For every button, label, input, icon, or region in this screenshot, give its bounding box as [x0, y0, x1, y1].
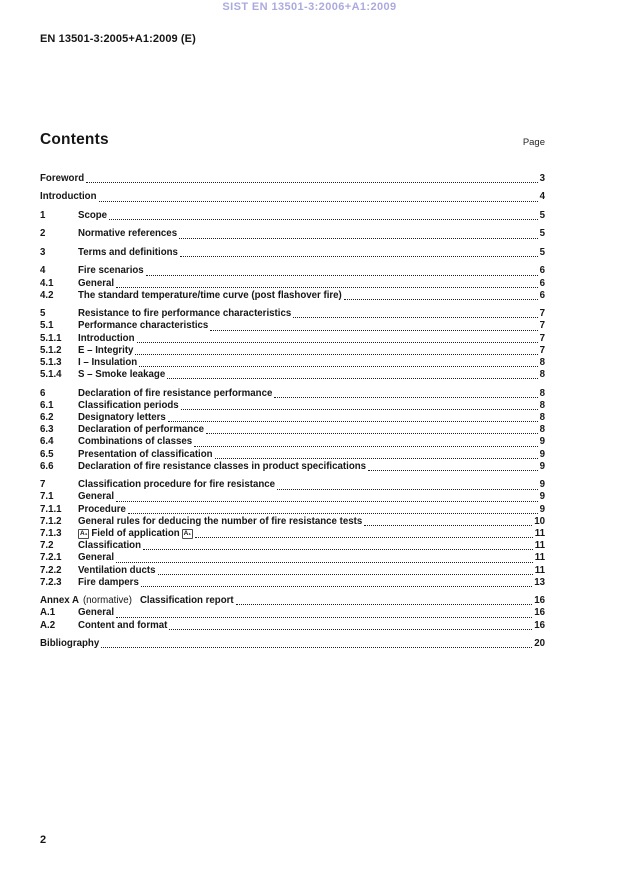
dot-leader: [128, 513, 538, 514]
toc-entry-number: 7.1.3: [40, 528, 62, 540]
dot-leader: [139, 366, 537, 367]
toc-entry-title: General: [78, 552, 115, 564]
toc-row: [40, 345, 545, 357]
toc-entry-page: 20: [534, 638, 545, 650]
toc-row: [40, 552, 545, 564]
page-number: 2: [40, 834, 47, 846]
toc-entry-page: 9: [539, 491, 545, 503]
toc-entry-title: General rules for deducing the number of fire resistance tests: [78, 515, 363, 527]
dot-leader: [99, 201, 538, 202]
toc-entry-number: 6: [40, 387, 46, 399]
toc-row: [40, 228, 545, 240]
dot-leader: [86, 182, 537, 183]
toc-entry-number: 6.6: [40, 460, 54, 472]
toc-entry-title: Bibliography: [40, 638, 100, 650]
toc-row-foreword: [40, 173, 545, 185]
dot-leader: [116, 562, 533, 563]
toc-entry-page: 7: [539, 344, 545, 356]
toc-row-annex-a: [40, 595, 545, 607]
toc-entry-page: 5: [539, 228, 545, 240]
toc-row: [40, 607, 545, 619]
dot-leader: [158, 574, 533, 575]
dot-leader: [277, 489, 538, 490]
toc-entry-title: Foreword: [40, 172, 85, 184]
toc-row: [40, 369, 545, 381]
toc-entry-number: 6.3: [40, 424, 54, 436]
dot-leader: [135, 354, 537, 355]
toc-entry-title: Introduction: [40, 191, 97, 203]
toc-entry-page: 3: [539, 172, 545, 184]
toc-entry-title: I – Insulation: [78, 357, 138, 369]
toc-entry-page: 8: [539, 412, 545, 424]
toc-entry-number: 5.1.4: [40, 369, 62, 381]
dot-leader: [137, 342, 538, 343]
toc-entry-page: 13: [534, 576, 545, 588]
toc-entry-number: 5.1: [40, 320, 54, 332]
toc-entry-title: Classification procedure for fire resistance: [78, 479, 276, 491]
toc-entry-page: 9: [539, 479, 545, 491]
toc-entry-number: 6.2: [40, 412, 54, 424]
toc-entry-title-text: Field of application: [91, 528, 180, 540]
toc-entry-title: Classification: [78, 540, 141, 552]
toc-row: [40, 540, 545, 552]
toc-row: [40, 400, 545, 412]
toc-entry-number: 4.1: [40, 277, 54, 289]
toc-entry-page: 8: [539, 387, 545, 399]
toc-entry-number: A.2: [40, 619, 56, 631]
dot-leader: [116, 617, 532, 618]
toc-entry-page: 11: [534, 564, 545, 576]
toc-row: [40, 290, 545, 302]
toc-entry-title: Classification report: [139, 595, 234, 607]
toc-entry-title: Presentation of classification: [78, 448, 213, 460]
toc-entry-number: 4: [40, 265, 46, 277]
dot-leader: [206, 433, 538, 434]
toc-row: [40, 461, 545, 473]
toc-row: [40, 265, 545, 277]
toc-entry-title: Declaration of fire resistance performance: [78, 387, 273, 399]
toc-row: [40, 320, 545, 332]
dot-leader: [293, 317, 537, 318]
toc-entry-page: 8: [539, 357, 545, 369]
toc-entry-page: 7: [539, 320, 545, 332]
toc-entry-page: 6: [539, 265, 545, 277]
dot-leader: [146, 275, 538, 276]
toc-entry-page: 8: [539, 369, 545, 381]
toc-row: [40, 516, 545, 528]
toc-entry-page: 10: [534, 515, 545, 527]
dot-leader: [109, 219, 538, 220]
toc-entry-page: 9: [539, 436, 545, 448]
toc-entry-page: 5: [539, 246, 545, 258]
dot-leader: [169, 629, 532, 630]
toc-entry-number: 2: [40, 228, 46, 240]
toc-entry-title: Ventilation ducts: [78, 564, 156, 576]
toc-row: [40, 492, 545, 504]
toc-row-field-of-application: [40, 528, 545, 540]
toc-row: [40, 436, 545, 448]
toc-entry-page: 4: [539, 191, 545, 203]
toc-row: [40, 620, 545, 632]
toc-entry-number: 5.1.2: [40, 344, 62, 356]
toc-row: [40, 278, 545, 290]
dot-leader: [195, 537, 533, 538]
toc-entry-page: 11: [534, 540, 545, 552]
dot-leader: [101, 647, 532, 648]
toc-row: [40, 412, 545, 424]
toc-entry-number: 5: [40, 308, 46, 320]
dot-leader: [179, 238, 538, 239]
toc-entry-title: The standard temperature/time curve (post flashover fire): [78, 289, 342, 301]
toc-entry-title: Declaration of fire resistance classes in product specifications: [78, 460, 367, 472]
dot-leader: [210, 330, 537, 331]
dot-leader: [368, 470, 538, 471]
document-reference: EN 13501-3:2005+A1:2009 (E): [40, 33, 196, 45]
toc-row-introduction: [40, 191, 545, 203]
toc-entry-number: 6.4: [40, 436, 54, 448]
toc-entry-title: S – Smoke leakage: [78, 369, 166, 381]
toc-entry-title: General: [78, 277, 115, 289]
toc-entry-title: Combinations of classes: [78, 436, 193, 448]
annex-label: Annex A: [40, 595, 79, 607]
toc-row: [40, 388, 545, 400]
toc-row: [40, 308, 545, 320]
dot-leader: [167, 378, 537, 379]
toc-entry-number: 4.2: [40, 289, 54, 301]
toc-entry-page: 6: [539, 277, 545, 289]
toc-entry-number: 3: [40, 246, 46, 258]
toc-entry-title: Fire scenarios: [78, 265, 144, 277]
toc-entry-title: Scope: [78, 209, 108, 221]
toc-entry-page: 6: [539, 289, 545, 301]
toc-entry-title: Performance characteristics: [78, 320, 209, 332]
contents-header: [40, 131, 545, 149]
toc-row: [40, 577, 545, 589]
toc-entry-title: General: [78, 607, 115, 619]
toc-entry-number: 5.1.1: [40, 332, 62, 344]
toc-row: [40, 357, 545, 369]
toc-entry-page: 5: [539, 209, 545, 221]
toc-entry-title: Fire dampers: [78, 576, 139, 588]
amendment-close-marker-icon: A₁: [183, 530, 192, 538]
dot-leader: [364, 525, 532, 526]
toc-entry-title: Declaration of performance: [78, 424, 204, 436]
toc-entry-page: 16: [534, 595, 545, 607]
toc-entry-page: 16: [534, 607, 545, 619]
dot-leader: [181, 409, 538, 410]
dot-leader: [143, 549, 533, 550]
amendment-open-marker-icon: A₁: [80, 530, 88, 538]
toc-entry-number: 7.2.1: [40, 552, 62, 564]
toc-entry-number: 6.5: [40, 448, 54, 460]
toc-row: [40, 424, 545, 436]
dot-leader: [194, 446, 537, 447]
toc-entry-page: 9: [539, 460, 545, 472]
toc-entry-page: 8: [539, 424, 545, 436]
toc-row: [40, 479, 545, 491]
toc-entry-number: 7: [40, 479, 46, 491]
annex-qualifier: (normative): [82, 595, 132, 607]
toc-entry-page: 11: [534, 528, 545, 540]
toc-row: [40, 504, 545, 516]
table-of-contents: [40, 173, 545, 650]
sist-watermark: SIST EN 13501-3:2006+A1:2009: [222, 1, 397, 13]
toc-entry-number: 5.1.3: [40, 357, 62, 369]
toc-entry-number: 7.2: [40, 540, 54, 552]
toc-row: [40, 247, 545, 259]
toc-entry-title: Designatory letters: [78, 412, 166, 424]
dot-leader: [274, 397, 537, 398]
toc-entry-title: E – Integrity: [78, 344, 134, 356]
toc-entry-number: 7.1: [40, 491, 54, 503]
toc-entry-title: Classification periods: [78, 399, 179, 411]
toc-entry-number: 7.2.3: [40, 576, 62, 588]
toc-row: [40, 210, 545, 222]
dot-leader: [168, 421, 538, 422]
toc-entry-page: 7: [539, 308, 545, 320]
dot-leader: [116, 287, 538, 288]
toc-row: [40, 449, 545, 461]
toc-row: [40, 333, 545, 345]
toc-entry-title: Terms and definitions: [78, 246, 178, 258]
toc-entry-title: Content and format: [78, 619, 168, 631]
dot-leader: [141, 586, 532, 587]
dot-leader: [180, 256, 538, 257]
toc-entry-title: [78, 528, 193, 540]
toc-entry-number: 7.2.2: [40, 564, 62, 576]
dot-leader: [215, 458, 538, 459]
contents-title: Contents: [40, 131, 109, 148]
toc-row-bibliography: [40, 638, 545, 650]
dot-leader: [116, 501, 538, 502]
toc-entry-number: 6.1: [40, 399, 54, 411]
toc-entry-page: 8: [539, 399, 545, 411]
toc-entry-number: 7.1.1: [40, 503, 62, 515]
toc-entry-title: General: [78, 491, 115, 503]
toc-entry-number: 7.1.2: [40, 515, 62, 527]
dot-leader: [236, 604, 533, 605]
toc-entry-number: A.1: [40, 607, 56, 619]
toc-entry-page: 9: [539, 503, 545, 515]
toc-entry-title: Introduction: [78, 332, 135, 344]
toc-entry-title: Normative references: [78, 228, 178, 240]
toc-entry-page: 9: [539, 448, 545, 460]
toc-entry-page: 11: [534, 552, 545, 564]
toc-row: [40, 565, 545, 577]
page-column-label: Page: [522, 137, 545, 148]
toc-entry-title: Resistance to fire performance characteristics: [78, 308, 292, 320]
toc-entry-number: 1: [40, 209, 46, 221]
toc-entry-page: 7: [539, 332, 545, 344]
dot-leader: [344, 299, 538, 300]
toc-entry-title: Procedure: [78, 503, 126, 515]
toc-entry-page: 16: [534, 619, 545, 631]
